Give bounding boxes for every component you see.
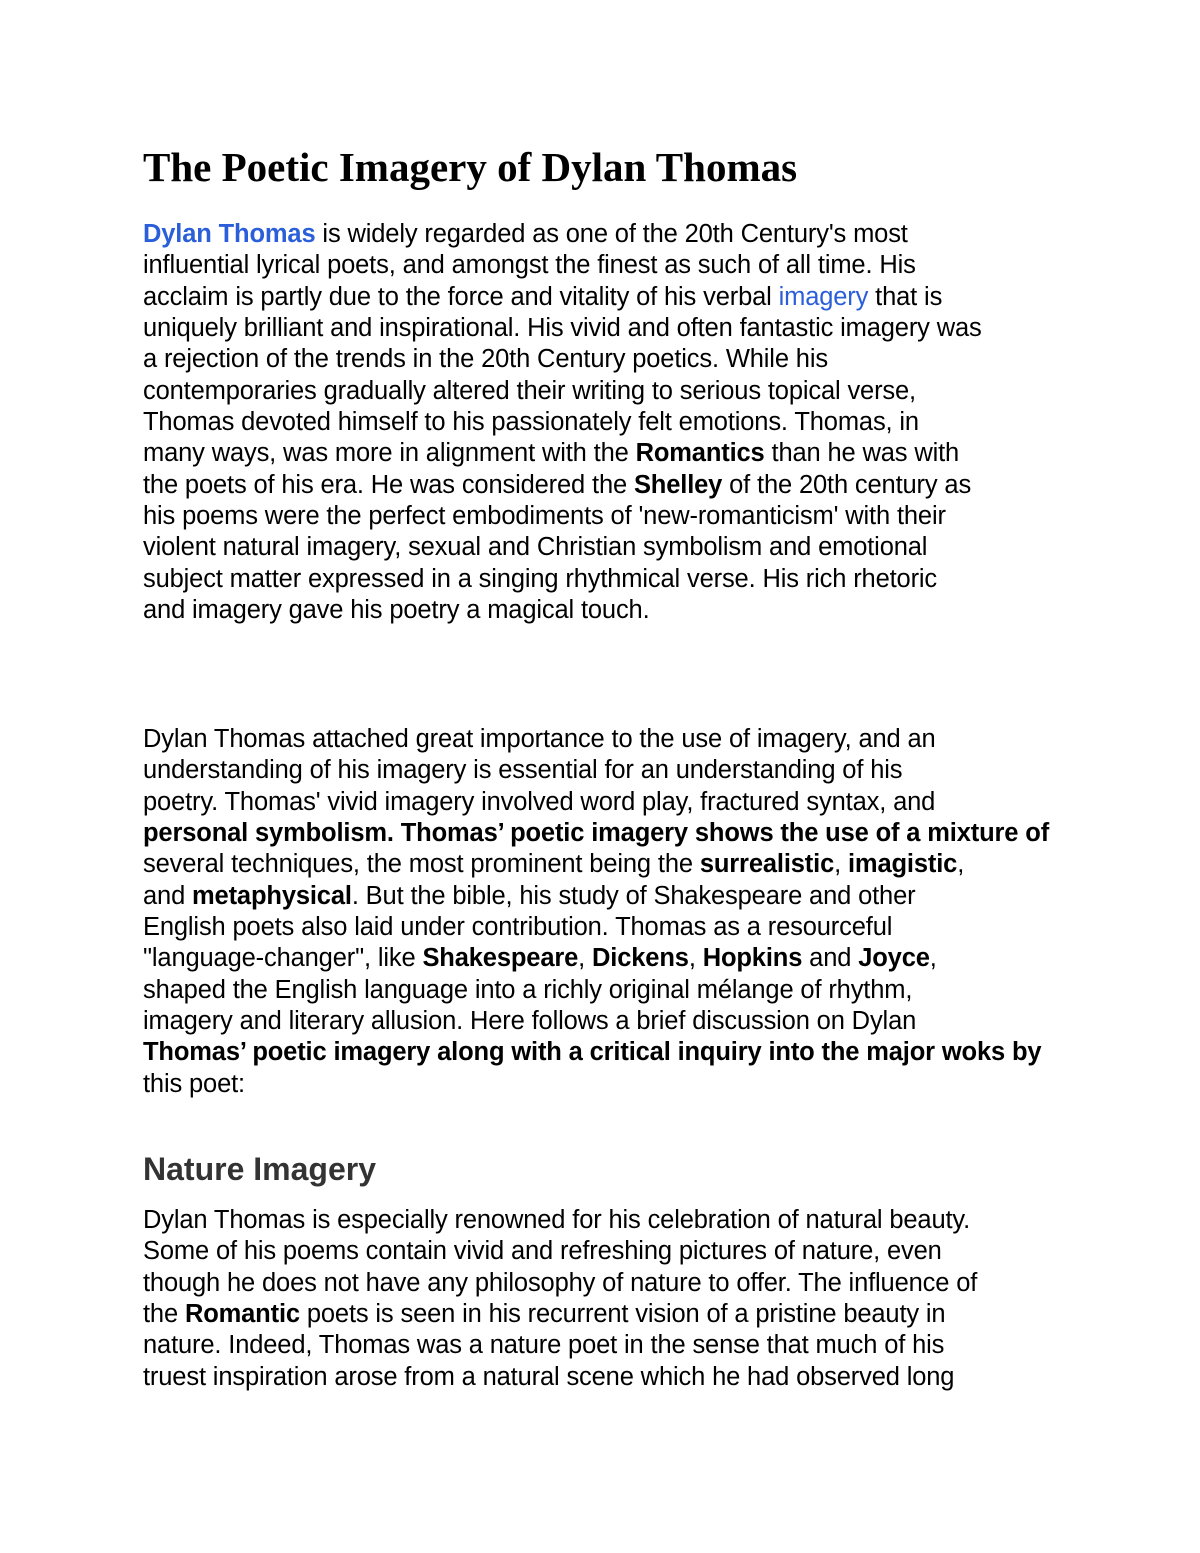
text-line: contemporaries gradually altered their writing to serious topical verse, <box>143 376 916 405</box>
text-line <box>143 943 1103 974</box>
text-line: uniquely brilliant and inspirational. His vivid and often fantastic imagery was <box>143 314 982 343</box>
text-span: of the 20th century as <box>722 470 972 499</box>
text-line <box>143 470 1103 501</box>
text-line: poetry. Thomas' vivid imagery involved word play, fractured syntax, and <box>143 787 936 816</box>
bold-term: surrealistic <box>699 850 835 879</box>
bold-term: metaphysical <box>192 881 352 910</box>
text-line: Some of his poems contain vivid and refreshing pictures of nature, even <box>143 1237 942 1266</box>
text-span: that is <box>868 282 943 311</box>
text-span: , <box>578 944 593 973</box>
bold-term: personal symbolism. Thomas’ poetic imagery shows the use of a mixture of <box>143 819 1050 848</box>
dylan-thomas-link[interactable]: Dylan Thomas <box>143 220 316 248</box>
text-line: understanding of his imagery is essential for an understanding of his <box>143 756 903 785</box>
imagery-paragraph <box>143 724 1103 1100</box>
text-line <box>143 219 1103 250</box>
bold-term: Shelley <box>633 470 723 499</box>
imagery-link[interactable]: imagery <box>778 282 869 311</box>
text-span: poets is seen in his recurrent vision of a pristine beauty in <box>299 1300 946 1329</box>
text-line: this poet: <box>143 1069 245 1098</box>
text-line <box>143 818 1103 849</box>
text-span: acclaim is partly due to the force and vitality of his verbal <box>143 282 779 311</box>
text-line: English poets also laid under contribution. Thomas as a resourceful <box>143 913 893 942</box>
intro-paragraph <box>143 219 1103 626</box>
text-span: , <box>957 850 965 879</box>
text-line: nature. Indeed, Thomas was a nature poet in the sense that much of his <box>143 1331 945 1360</box>
text-line <box>143 881 1103 912</box>
text-line: though he does not have any philosophy of nature to offer. The influence of <box>143 1268 978 1297</box>
text-line: his poems were the perfect embodiments of 'new-romanticism' with their <box>143 502 946 531</box>
text-line: imagery and literary allusion. Here follows a brief discussion on Dylan <box>143 1007 917 1036</box>
text-span: and <box>143 881 193 910</box>
text-span: "language-changer", like <box>143 944 423 973</box>
bold-term: Romantics <box>635 439 765 468</box>
text-line: and imagery gave his poetry a magical touch. <box>143 596 650 625</box>
text-line <box>143 282 1103 313</box>
text-line: subject matter expressed in a singing rhythmical verse. His rich rhetoric <box>143 564 938 593</box>
text-line <box>143 1299 1103 1330</box>
text-span: than he was with <box>764 439 960 468</box>
text-line: Thomas devoted himself to his passionately felt emotions. Thomas, in <box>143 408 919 437</box>
text-span: and <box>802 944 859 973</box>
text-line: Dylan Thomas attached great importance to the use of imagery, and an <box>143 725 936 753</box>
text-span: , <box>929 944 937 973</box>
text-span: several techniques, the most prominent being the <box>143 850 700 879</box>
bold-term: Joyce <box>858 944 930 973</box>
text-line: influential lyrical poets, and amongst the finest as such of all time. His <box>143 251 916 280</box>
nature-paragraph <box>143 1205 1103 1393</box>
section-heading: Nature Imagery <box>143 1151 376 1187</box>
text-span: , <box>834 850 848 879</box>
text-line <box>143 849 1103 880</box>
bold-term: Romantic <box>184 1300 300 1329</box>
text-span: the poets of his era. He was considered the <box>143 470 634 499</box>
text-line: violent natural imagery, sexual and Christian symbolism and emotional <box>143 533 928 562</box>
bold-term: Hopkins <box>702 944 803 973</box>
text-line <box>143 438 1103 469</box>
text-line: shaped the English language into a richly original mélange of rhythm, <box>143 975 913 1004</box>
bold-term: Thomas’ poetic imagery along with a critical inquiry into the major woks by <box>143 1038 1042 1067</box>
text-line <box>143 1037 1103 1068</box>
document-title: The Poetic Imagery of Dylan Thomas <box>143 144 798 190</box>
bold-term: Shakespeare <box>422 944 579 973</box>
bold-term: imagistic <box>847 850 958 879</box>
text-span: is widely regarded as one of the 20th Century's most <box>315 220 908 248</box>
bold-term: Dickens <box>592 944 689 973</box>
text-span: the <box>143 1300 185 1329</box>
text-line: a rejection of the trends in the 20th Century poetics. While his <box>143 345 828 374</box>
text-span: many ways, was more in alignment with the <box>143 439 636 468</box>
text-span: . But the bible, his study of Shakespeare and other <box>351 881 916 910</box>
text-line: truest inspiration arose from a natural scene which he had observed long <box>143 1362 955 1391</box>
text-line: Dylan Thomas is especially renowned for his celebration of natural beauty. <box>143 1206 971 1234</box>
text-span: , <box>688 944 703 973</box>
